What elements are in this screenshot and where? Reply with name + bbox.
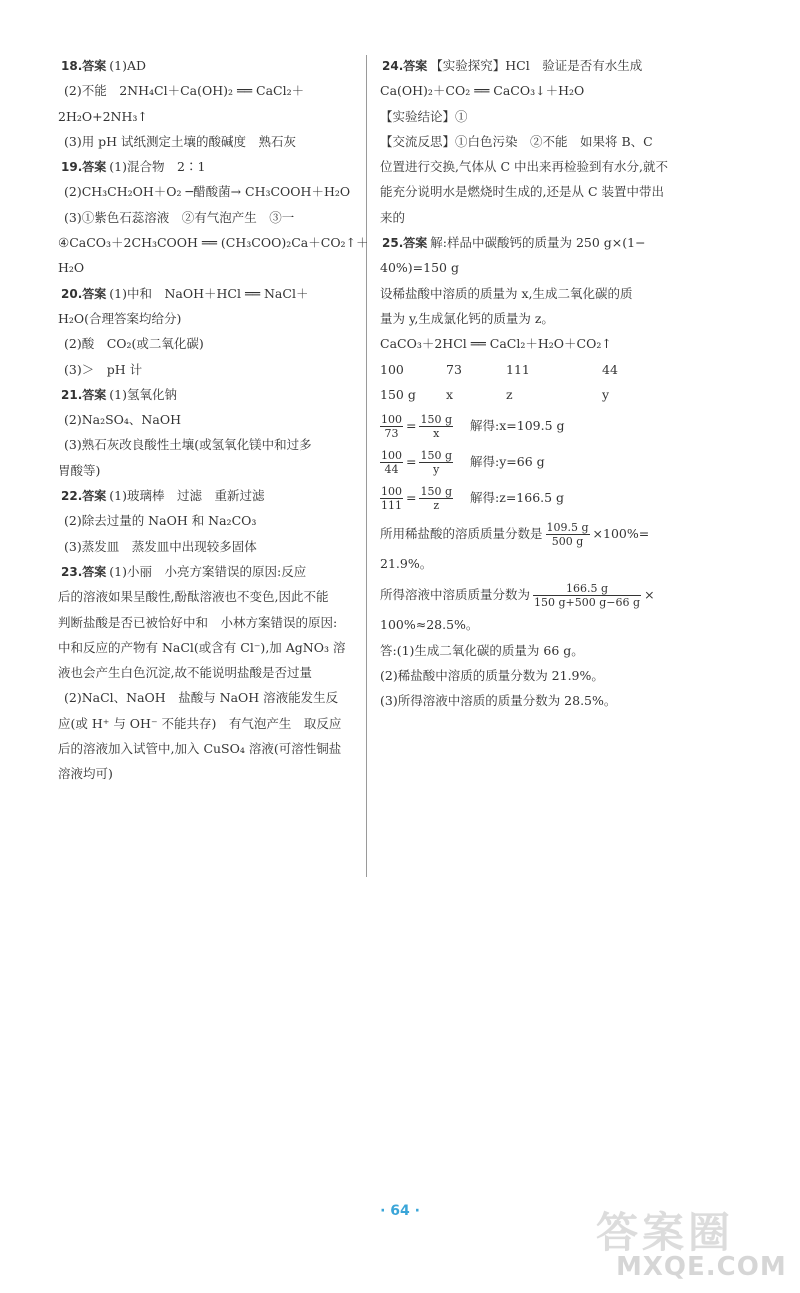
answer-text: (1)小丽 小亮方案错误的原因:反应 [109, 563, 307, 579]
fraction-denominator: 111 [381, 499, 402, 513]
answer-label: 答案 [403, 59, 428, 73]
answer-label: 答案 [82, 387, 107, 402]
answer-text: (2)除去过量的 NaOH 和 Na₂CO₃ [64, 513, 257, 529]
answer-text: (2)酸 CO₂(或二氧化碳) [64, 336, 204, 352]
fraction-denominator: 150 g+500 g−66 g [534, 596, 641, 610]
fraction-denominator: z [433, 499, 440, 513]
answer-line-heading [58, 488, 358, 504]
calculation-text: 所得溶液中溶质质量分数为 [380, 587, 531, 603]
answer-text: (3)蒸发皿 蒸发皿中出现较多固体 [64, 538, 257, 554]
answer-line-heading [58, 387, 358, 403]
mass-cell: 100 [380, 361, 404, 377]
answer-text: (1)中和 NaOH＋HCl ══ NaCl＋ [109, 285, 309, 301]
fraction-numerator: 150 g [420, 485, 453, 499]
fraction-numerator: 100 [381, 413, 402, 427]
solution-text: 解得:x=109.5 g [470, 418, 565, 434]
answer-text: 40%)=150 g [380, 260, 459, 276]
column-divider [366, 55, 367, 877]
answer-text: (3)用 pH 试纸测定土壤的酸碱度 熟石灰 [64, 133, 297, 149]
equals-sign: = [406, 490, 417, 506]
answer-text: 溶液均可) [58, 766, 113, 782]
answer-line [58, 741, 358, 757]
proportion-equation [380, 448, 710, 476]
page-number: · 64 · [380, 1203, 420, 1219]
calculation-result: 100%≈28.5%。 [380, 617, 479, 633]
mass-cell: 150 g [380, 386, 416, 402]
question-number: 18. [61, 59, 83, 73]
percentage-calculation [380, 520, 710, 548]
answer-line-heading [58, 286, 358, 302]
answer-text: 量为 y,生成氯化钙的质量为 z。 [380, 310, 554, 326]
answer-text: (2)不能 2NH₄Cl＋Ca(OH)₂ ══ CaCl₂＋ [64, 83, 305, 99]
left-column [58, 58, 369, 792]
answer-line [58, 362, 358, 378]
fraction-denominator: 500 g [551, 535, 584, 549]
proportion-equation [380, 484, 710, 512]
answer-text: (1)AD [109, 58, 147, 73]
mass-cell: z [506, 386, 513, 402]
answer-label: 答案 [82, 160, 107, 175]
fraction-numerator: 150 g [420, 449, 453, 463]
answer-text: 【实验结论】① [380, 108, 468, 124]
fraction-numerator: 150 g [420, 413, 453, 427]
answer-text: (2)Na₂SO₄、NaOH [64, 412, 181, 428]
answer-line [58, 184, 358, 200]
answer-line [380, 184, 710, 200]
solution-text: 解得:y=66 g [470, 454, 545, 470]
answer-text: 后的溶液加入试管中,加入 CuSO₄ 溶液(可溶性铜盐 [58, 741, 342, 757]
answer-text: (3)①紫色石蕊溶液 ②有气泡产生 ③一 [64, 209, 295, 225]
final-answer-line: (3)所得溶液中溶质的质量分数为 28.5%。 [380, 693, 617, 709]
fraction [419, 449, 453, 476]
mass-cell: 111 [506, 361, 530, 377]
question-number: 24. [382, 59, 404, 73]
question-number: 25. [382, 236, 404, 251]
mass-cell: 73 [446, 361, 462, 377]
answer-label: 答案 [403, 236, 428, 251]
calculation-result: 21.9%。 [380, 556, 433, 572]
fraction-denominator: x [433, 427, 440, 441]
fraction-denominator: y [433, 463, 440, 477]
answer-text: 【交流反思】①白色污染 ②不能 如果将 B、C [380, 133, 653, 149]
fraction-denominator: 44 [384, 463, 399, 477]
answer-text: (2)NaCl、NaOH 盐酸与 NaOH 溶液能发生反 [64, 690, 339, 706]
answer-text: (1)玻璃棒 过滤 重新过滤 [109, 488, 265, 504]
answer-line [58, 260, 358, 276]
answer-line [380, 134, 710, 150]
watermark-logo [596, 1200, 796, 1290]
fraction [419, 413, 453, 440]
calculation-text: 所用稀盐酸的溶质质量分数是 [380, 526, 543, 542]
answer-line [58, 134, 358, 150]
answer-text: 2H₂O+2NH₃↑ [58, 108, 148, 124]
answer-text: (1)混合物 2∶1 [109, 159, 206, 175]
answer-label: 答案 [82, 489, 107, 504]
answer-line [58, 665, 358, 681]
answer-line [380, 109, 710, 125]
answer-line [58, 690, 358, 706]
mass-ratio-row [380, 362, 710, 378]
answer-text: ④CaCO₃＋2CH₃COOH ══ (CH₃COO)₂Ca＋CO₂↑＋ [58, 235, 369, 251]
answer-text: 【实验探究】HCl 验证是否有水生成 [430, 58, 643, 73]
watermark-text-top: 答案圈 [596, 1208, 735, 1257]
answer-line [58, 463, 358, 479]
answer-line-heading [58, 58, 358, 74]
answer-line [58, 210, 358, 226]
answer-text: (1)氢氧化钠 [109, 386, 177, 402]
answer-text: 中和反应的产物有 NaCl(或含有 Cl⁻),加 AgNO₃ 溶 [58, 639, 346, 655]
answer-line [380, 286, 710, 302]
answer-text: H₂O [58, 260, 85, 276]
answer-line-heading [380, 58, 710, 74]
answer-line [58, 311, 358, 327]
answer-text: H₂O(合理答案均给分) [58, 310, 182, 326]
answer-text: 位置进行交换,气体从 C 中出来再检验到有水分,就不 [380, 159, 668, 175]
fraction [419, 485, 453, 512]
answer-text: 液也会产生白色沉淀,故不能说明盐酸是否过量 [58, 665, 312, 681]
answer-text: 应(或 H⁺ 与 OH⁻ 不能共存) 有气泡产生 取反应 [58, 715, 342, 731]
right-column [380, 58, 710, 719]
answer-line [58, 437, 358, 453]
fraction [546, 521, 590, 548]
question-number: 23. [61, 564, 83, 579]
fraction [533, 582, 641, 609]
fraction-numerator: 109.5 g [546, 521, 589, 535]
calculation-operator: ×100%= [592, 526, 650, 542]
question-number: 19. [61, 160, 83, 175]
proportion-equation [380, 412, 710, 440]
calculation-operator: × [644, 587, 655, 603]
equals-sign: = [406, 454, 417, 470]
final-answer-line: 答:(1)生成二氧化碳的质量为 66 g。 [380, 642, 584, 658]
final-answer-line: (2)稀盐酸中溶质的质量分数为 21.9%。 [380, 668, 604, 684]
mass-cell: 44 [602, 361, 618, 377]
answer-line-heading [58, 159, 358, 175]
mass-ratio-row [380, 387, 710, 403]
answer-line [58, 513, 358, 529]
answer-line [58, 766, 358, 782]
question-number: 21. [61, 387, 83, 402]
answer-text: 能充分说明水是燃烧时生成的,还是从 C 装置中带出 [380, 184, 664, 200]
answer-line [58, 716, 358, 732]
answer-line [58, 109, 358, 125]
answer-line-heading [58, 564, 358, 580]
solution-text: 解得:z=166.5 g [470, 490, 565, 506]
watermark-text-bottom: MXQE.COM [616, 1252, 787, 1282]
fraction-denominator: 73 [384, 427, 399, 441]
answer-line [380, 210, 710, 226]
answer-line-heading [380, 235, 710, 251]
mass-cell: x [446, 386, 454, 402]
percentage-calculation [380, 581, 710, 609]
fraction [380, 413, 403, 440]
answer-text: CaCO₃＋2HCl ══ CaCl₂＋H₂O＋CO₂↑ [380, 336, 612, 352]
answer-line [58, 615, 358, 631]
answer-text: 解:样品中碳酸钙的质量为 250 g×(1− [430, 235, 646, 251]
answer-text: 来的 [380, 209, 406, 225]
question-number: 22. [61, 489, 83, 504]
answer-label: 答案 [82, 564, 107, 579]
equals-sign: = [406, 418, 417, 434]
answer-text: Ca(OH)₂＋CO₂ ══ CaCO₃↓＋H₂O [380, 83, 585, 99]
fraction [380, 449, 403, 476]
answer-text: (3)熟石灰改良酸性土壤(或氢氧化镁中和过多 [64, 437, 312, 453]
answer-text: 胃酸等) [58, 462, 101, 478]
answer-line [58, 336, 358, 352]
answer-line [380, 260, 710, 276]
fraction-numerator: 100 [381, 485, 402, 499]
answer-text: (2)CH₃CH₂OH＋O₂ ─醋酸菌→ CH₃COOH＋H₂O [64, 184, 351, 200]
fraction-numerator: 100 [381, 449, 402, 463]
answer-line [58, 539, 358, 555]
fraction [380, 485, 403, 512]
answer-line [58, 640, 358, 656]
answer-line [58, 83, 358, 99]
answer-text: (3)＞ pH 计 [64, 361, 143, 377]
answer-label: 答案 [82, 286, 107, 301]
answer-line [380, 336, 710, 352]
answer-label: 答案 [82, 59, 107, 73]
answer-text: 后的溶液如果呈酸性,酚酞溶液也不变色,因此不能 [58, 589, 329, 605]
answer-line [58, 235, 369, 251]
question-number: 20. [61, 286, 83, 301]
mass-cell: y [602, 386, 610, 402]
answer-line [58, 589, 358, 605]
answer-line [380, 83, 710, 99]
fraction-numerator: 166.5 g [533, 582, 641, 596]
answer-line [380, 311, 710, 327]
answer-line [380, 159, 710, 175]
answer-line [58, 412, 358, 428]
answer-text: 判断盐酸是否已被恰好中和 小林方案错误的原因: [58, 614, 338, 630]
answer-text: 设稀盐酸中溶质的质量为 x,生成二氧化碳的质 [380, 285, 633, 301]
